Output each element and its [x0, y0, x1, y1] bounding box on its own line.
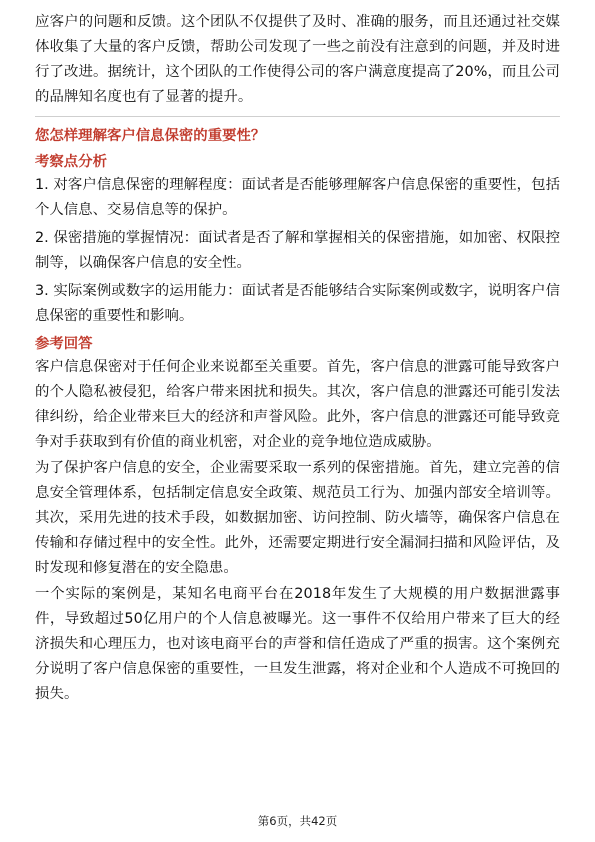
section-divider: [35, 116, 560, 117]
answer-heading: 参考回答: [35, 336, 93, 352]
answer-paragraph: 为了保护客户信息的安全，企业需要采取一系列的保密措施。首先，建立完善的信息安全管理体系，包括制定信息安全政策、规范员工行为、加强内部安全培训等。其次，采用先进的技术手段，如数据加密、访问控制、防火墙等，确保客户信息在传输和存储过程中的安全性。此外，还需要定期进行安全漏洞扫描和风险评估，及时发现和修复潜在的安全隐患。: [35, 460, 560, 576]
intro-paragraph: 应客户的问题和反馈。这个团队不仅提供了及时、准确的服务，而且还通过社交媒体收集了大量的客户反馈，帮助公司发现了一些之前没有注意到的问题，并及时进行了改进。据统计，这个团队的工作使得公司的客户满意度提高了20%，而且公司的品牌知名度也有了显著的提升。: [35, 14, 560, 105]
answer-paragraph: 一个实际的案例是，某知名电商平台在2018年发生了大规模的用户数据泄露事件，导致超过50亿用户的个人信息被曝光。这一事件不仅给用户带来了巨大的经济损失和心理压力，也对该电商平台的声誉和信任造成了严重的损害。这个案例充分说明了客户信息保密的重要性，一旦发生泄露，将对企业和个人造成不可挽回的损失。: [35, 586, 560, 702]
question-heading: 您怎样理解客户信息保密的重要性？: [35, 128, 266, 144]
analysis-list: [35, 173, 560, 329]
answer-paragraph: 客户信息保密对于任何企业来说都至关重要。首先，客户信息的泄露可能导致客户的个人隐私被侵犯，给客户带来困扰和损失。其次，客户信息的泄露还可能引发法律纠纷，给企业带来巨大的经济和声誉风险。此外，客户信息的泄露还可能导致竞争对手获取到有价值的商业机密，对企业的竞争地位造成威胁。: [35, 359, 560, 450]
page-number-footer: 第6页，共42页: [257, 814, 338, 828]
page-content: [35, 10, 560, 708]
analysis-item: 3. 实际案例或数字的运用能力：面试者是否能够结合实际案例或数字，说明客户信息保密的重要性和影响。: [35, 283, 560, 324]
analysis-item: 2. 保密措施的掌握情况：面试者是否了解和掌握相关的保密措施，如加密、权限控制等，以确保客户信息的安全性。: [35, 230, 560, 271]
analysis-item: 1. 对客户信息保密的理解程度：面试者是否能够理解客户信息保密的重要性，包括个人信息、交易信息等的保护。: [35, 177, 560, 218]
answer-body: [35, 355, 560, 707]
analysis-heading: 考察点分析: [35, 154, 107, 170]
